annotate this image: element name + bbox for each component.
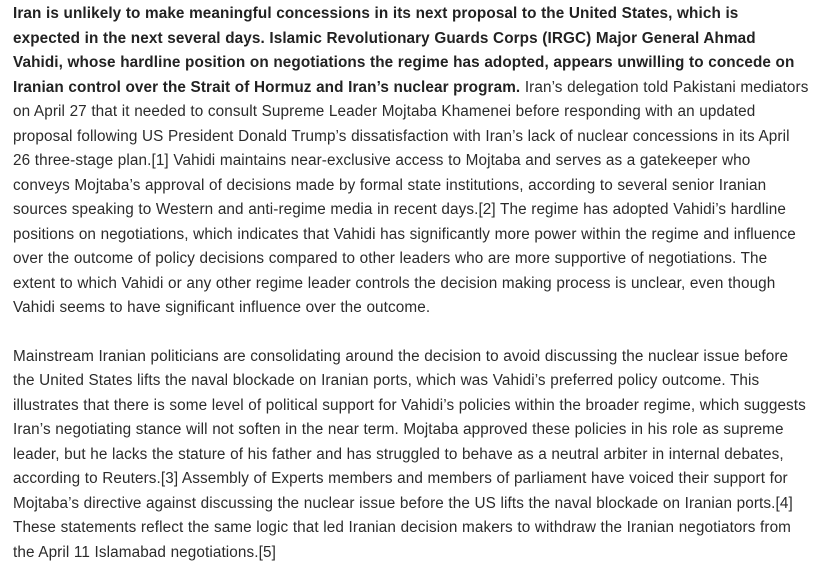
article-paragraph-1 xyxy=(13,0,810,321)
paragraph-1-lead: Iran is unlikely to make meaningful concessions in its next proposal to the United States, which is expected in the next several days. Islamic Revolutionary Guards Corps (IRGC) Major General Ahmad Vahidi, whose hardline position on negotiations the regime has adopted, appears unwilling to concede on Iranian control over the Strait of Hormuz and Iran’s nuclear program. xyxy=(13,5,795,96)
paragraph-1-body: Iran’s delegation told Pakistani mediators on April 27 that it needed to consult Supreme Leader Mojtaba Khamenei before responding with an updated proposal following US President Donald Trump’s dissatisfaction with Iran’s lack of nuclear concessions in its April 26 three-stage plan.[1] Vahidi maintains near-exclusive access to Mojtaba and serves as a gatekeeper who conveys Mojtaba’s approval of decisions made by formal state institutions, according to several senior Iranian sources speaking to Western and anti-regime media in recent days.[2] The regime has adopted Vahidi’s hardline positions on negotiations, which indicates that Vahidi has significantly more power within the regime and influence over the outcome of policy decisions compared to other leaders who are more supportive of negotiations. The extent to which Vahidi or any other regime leader controls the decision making process is unclear, even though Vahidi seems to have significant influence over the outcome. xyxy=(13,78,809,316)
paragraph-2-body: Mainstream Iranian politicians are consolidating around the decision to avoid discussing the nuclear issue before the United States lifts the naval blockade on Iranian ports, which was Vahidi’s preferred policy outcome. This illustrates that there is some level of political support for Vahidi’s policies within the broader regime, which suggests Iran’s negotiating stance will not soften in the near term. Mojtaba approved these policies in his role as supreme leader, but he lacks the stature of his father and has struggled to behave as a neutral arbiter in internal debates, according to Reuters.[3] Assembly of Experts members and members of parliament have voiced their support for Mojtaba’s directive against discussing the nuclear issue before the US lifts the naval blockade on Iranian ports.[4] These statements reflect the same logic that led Iranian decision makers to withdraw the Iranian negotiators from the April 11 Islamabad negotiations.[5] xyxy=(13,347,806,561)
article-paragraph-2 xyxy=(13,345,810,566)
